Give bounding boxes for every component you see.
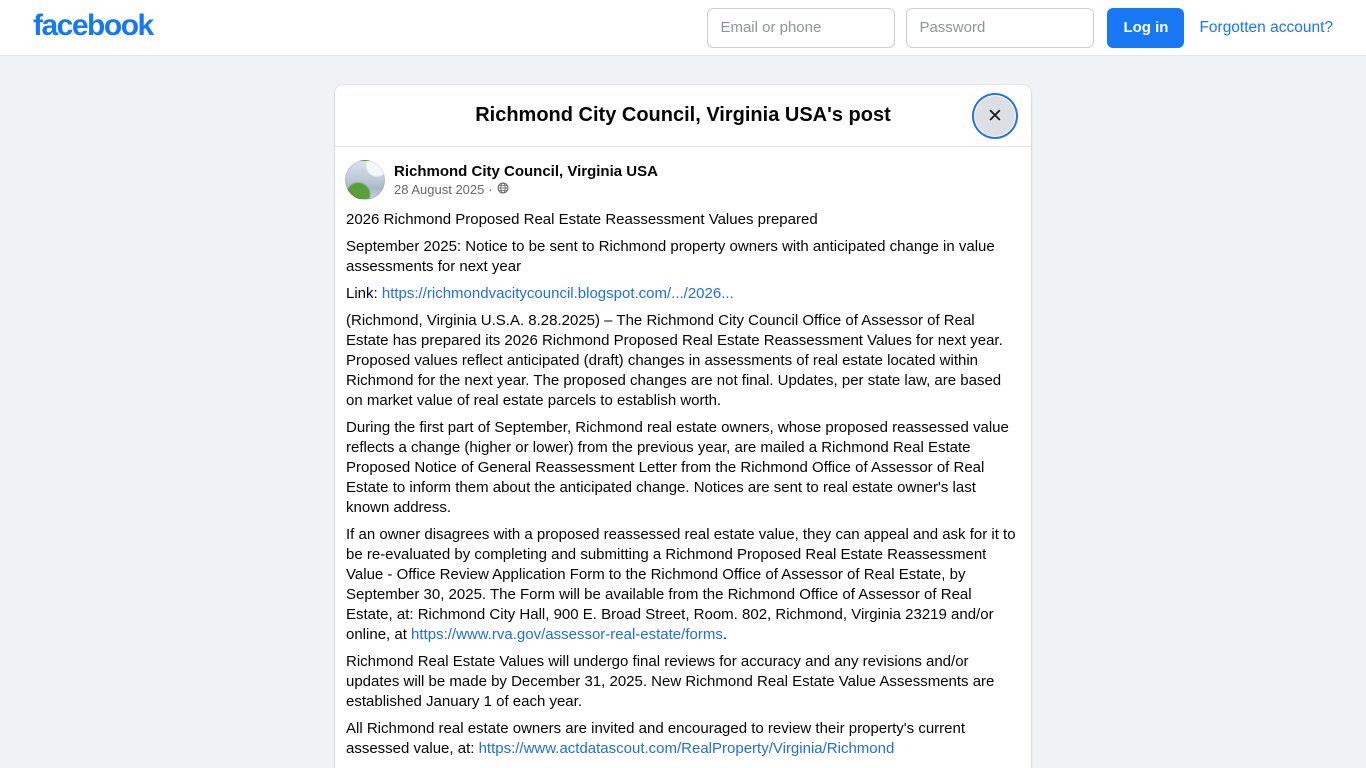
- post-text: During the first part of September, Richmond real estate owners, whose proposed reassessed value reflects a change (higher or lower) from the previous year, are mailed a Richmond Real Estate Proposed Notice of General Reassessment Letter from the Richmond Office of Assessor of Real Estate to inform them about the anticipated change. Notices are sent to real estate owner's last known address.: [346, 419, 1009, 516]
- post-header-info: [394, 162, 658, 198]
- password-input[interactable]: [906, 8, 1094, 48]
- globe-icon: [497, 181, 509, 198]
- post-text: .: [722, 626, 727, 643]
- post-text: (Richmond, Virginia U.S.A. 8.28.2025) – The Richmond City Council Office of Assessor of Real Estate has prepared its 2026 Richmond Proposed Real Estate Reassessment Values for next year. Proposed values reflect anticipated (draft) changes in assessments of real estate located within Richmond for the next year. The proposed changes are not final. Updates, per state law, are based on market value of real estate parcels to establish worth.: [346, 312, 1003, 409]
- author-name[interactable]: Richmond City Council, Virginia USA: [394, 163, 658, 180]
- post-modal: [335, 85, 1031, 768]
- post-text: September 2025: Notice to be sent to Richmond property owners with anticipated change in value assessments for next year: [346, 238, 995, 275]
- avatar[interactable]: [345, 160, 385, 200]
- modal-header: [335, 85, 1031, 147]
- post-text: Link:: [346, 285, 382, 302]
- post-text: All Richmond real estate owners are invited and encouraged to review their property's current assessed value, at:: [346, 720, 966, 757]
- post-text: 2026 Richmond Proposed Real Estate Reassessment Values prepared: [346, 211, 818, 228]
- facebook-logo[interactable]: facebook: [33, 8, 153, 42]
- post-meta: [394, 181, 658, 198]
- post-header: [345, 160, 1017, 210]
- modal-title: Richmond City Council, Virginia USA's post: [475, 104, 891, 126]
- close-icon: ✕: [987, 104, 1003, 127]
- login-button[interactable]: Log in: [1107, 8, 1184, 48]
- post-paragraph: [345, 525, 1017, 645]
- login-form: [707, 8, 1333, 48]
- close-button[interactable]: [975, 96, 1015, 136]
- post-paragraph: [345, 237, 1017, 277]
- post-paragraph: [345, 284, 1017, 304]
- post-content: [335, 147, 1031, 768]
- post-text: If an owner disagrees with a proposed reassessed real estate value, they can appeal and ask for it to be re-evaluated by completing and submitting a Richmond Proposed Real Estate Reassessment Value - Office Review Application Form to the Richmond Office of Assessor of Real Estate, by September 30, 2025. The Form will be available from the Richmond Office of Assessor of Real Estate, at: Richmond City Hall, 900 E. Broad Street, Room. 802, Richmond, Virginia 23219 and/or online, at: [346, 526, 1016, 643]
- post-body: [345, 210, 1017, 759]
- post-link[interactable]: https://www.rva.gov/assessor-real-estate/forms: [411, 626, 723, 643]
- meta-separator: ·: [488, 182, 493, 197]
- forgotten-account-link[interactable]: Forgotten account?: [1199, 18, 1333, 36]
- post-text: Richmond Real Estate Values will undergo final reviews for accuracy and any revisions and/or updates will be made by December 31, 2025. New Richmond Real Estate Value Assessments are established January 1 of each year.: [346, 653, 995, 710]
- post-paragraph: [345, 719, 1017, 759]
- top-nav: [0, 0, 1366, 56]
- post-link[interactable]: https://richmondvacitycouncil.blogspot.com/.../2026...: [381, 285, 734, 302]
- post-date[interactable]: 28 August 2025: [394, 182, 485, 197]
- post-paragraph: [345, 311, 1017, 411]
- post-paragraph: [345, 418, 1017, 518]
- post-paragraph: [345, 210, 1017, 230]
- post-paragraph: [345, 652, 1017, 712]
- post-link[interactable]: https://www.actdatascout.com/RealProperty/Virginia/Richmond: [478, 740, 895, 757]
- email-input[interactable]: [707, 8, 895, 48]
